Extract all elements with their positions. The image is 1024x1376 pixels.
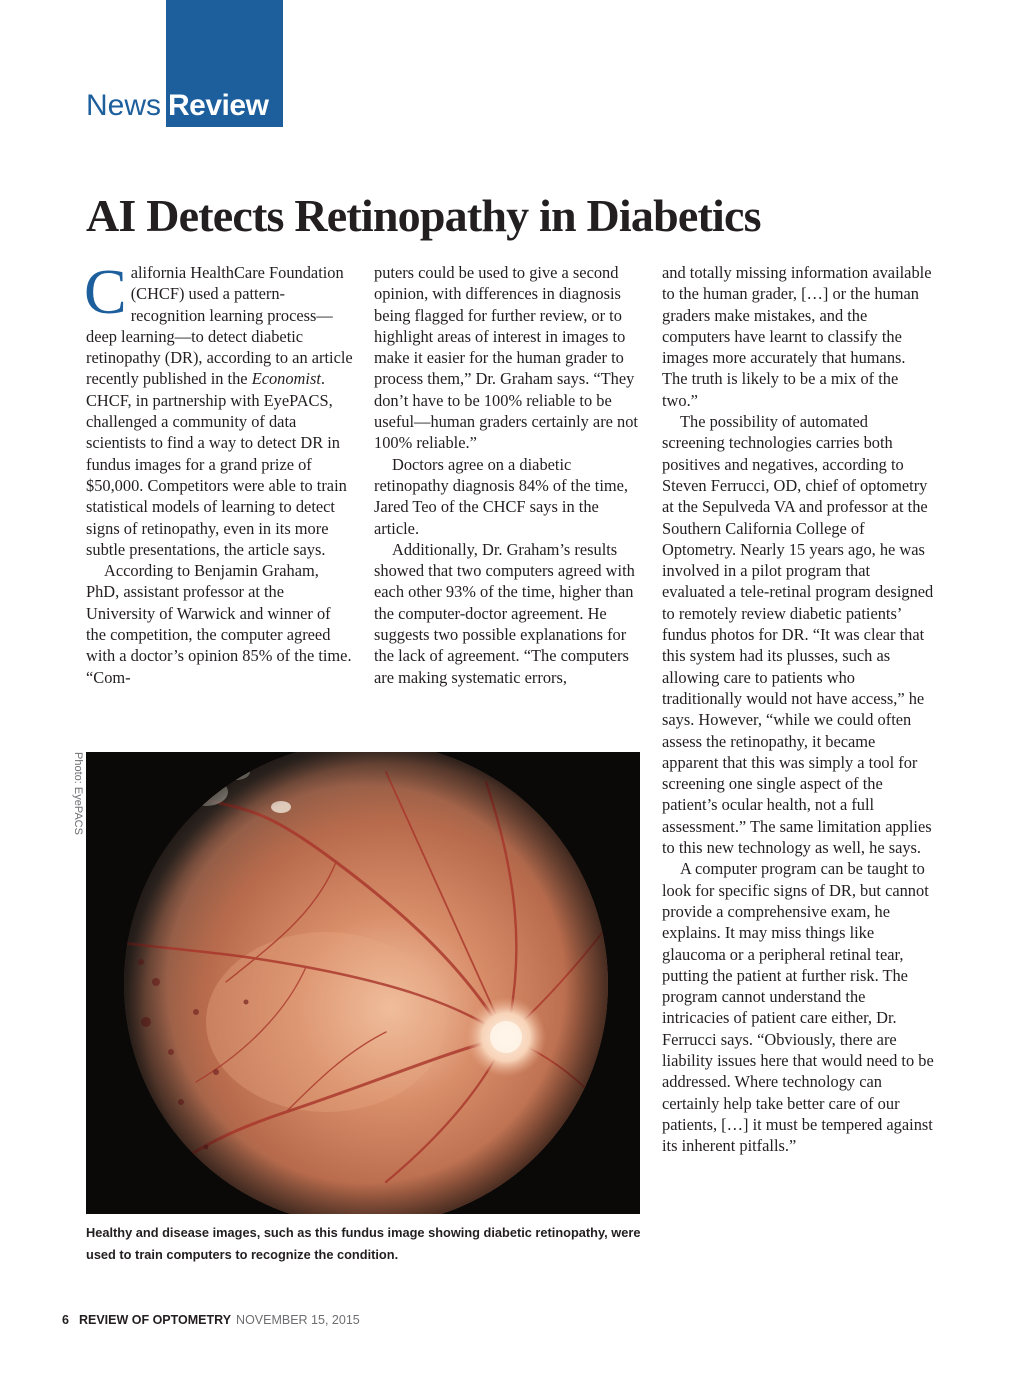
col3-paragraph-2: The possibility of automated screening technologies carries both positives and negatives, according to Steven Ferrucci, OD, chief of optometry at the Sepulveda VA and professor at the Southern California College of Optometry. Nearly 15 years ago, he was involved in a pilot program that evaluated a tele-retinal program designed to remotely review diabetic patients’ fundus photos for DR. “It was clear that this system had its plusses, such as allowing care to patients who traditionally would not have access,” he says. However, “while we could often assess the retinopathy, it became apparent that this was simply a tool for screening one single aspect of the patient’s ocular health, not a full assessment.” The same limitation applies to this new technology as well, he says. [662, 412, 934, 858]
col3-paragraph-1: and totally missing information available to the human grader, […] or the human graders make mistakes, and the computers have learnt to classify the images more accurately that humans. The truth is likely to be a mix of the two.” [662, 263, 932, 410]
issue-date: NOVEMBER 15, 2015 [236, 1313, 360, 1327]
photo-caption: Healthy and disease images, such as this fundus image showing diabetic retinopathy, were used to train computers to recognize the condition. [86, 1225, 641, 1262]
photo-credit-text: Photo: EyePACS [72, 752, 84, 835]
page-footer [62, 1313, 360, 1327]
col2-paragraph-2: Doctors agree on a diabetic retinopathy diagnosis 84% of the time, Jared Teo of the CHCF says in the article. [374, 454, 629, 538]
col2-paragraph-3: Additionally, Dr. Graham’s results showed that two computers agreed with each other 93% of the time, higher than the computer-doctor agreement. He suggests two possible explanations for the lack of agreement. “The computers are making systematic errors, [374, 539, 635, 687]
col3-paragraph-3: A computer program can be taught to look for specific signs of DR, but cannot provide a comprehensive exam, he explains. It may miss things like glaucoma or a peripheral retinal tear, putting the patient at further risk. The program cannot understand the intricacies of patient care either, Dr. Ferrucci says. “Obviously, there are liability issues here that would need to be addressed. Where technology can certainly help take better care of our patients, […] it must be tempered against its inherent pitfalls.” [662, 859, 934, 1156]
fundus-photo [86, 752, 640, 1214]
section-news: News [86, 89, 162, 122]
col1-p1-text-a: alifornia HealthCare Foundation (CHCF) used a pattern-recognition learning process—deep learning—to detect diabetic retinopathy (DR), according to an article recently published in the [86, 263, 353, 389]
page-number: 6 [62, 1313, 69, 1327]
article-column-3 [662, 262, 934, 1156]
drop-cap: C [84, 256, 127, 327]
col1-paragraph-1 [84, 256, 354, 560]
section-review: Review [168, 89, 269, 122]
col2-paragraph-1: puters could be used to give a second opinion, with differences in diagnosis being flagged for further review, or to highlight areas of interest in images to make it easier for the human grader to process them,” Dr. Graham says. “They don’t have to be 100% reliable to be useful—human graders certainly are not 100% reliable.” [374, 263, 638, 453]
headline: AI Detects Retinopathy in Diabetics [86, 190, 761, 241]
article-column-1 [84, 256, 354, 688]
article-column-2 [374, 262, 642, 688]
fundus-image-illustration [86, 752, 640, 1214]
publication-title: REVIEW OF OPTOMETRY [78, 1313, 232, 1327]
photo-credit [70, 752, 86, 835]
publication-name-italic: Economist [251, 369, 321, 389]
section-label [86, 86, 268, 126]
col1-paragraph-2: According to Benjamin Graham, PhD, assistant professor at the University of Warwick and winner of the competition, the computer agreed with a doctor’s opinion 85% of the time. “Com- [86, 561, 352, 687]
col1-p1-text-b: . CHCF, in partnership with EyePACS, challenged a community of data scientists to find a way to detect DR in fundus images for a grand prize of $50,000. Competitors were able to train statistical models of learning to detect signs of retinopathy, even in its more subtle presentations, the article says. [86, 369, 347, 559]
